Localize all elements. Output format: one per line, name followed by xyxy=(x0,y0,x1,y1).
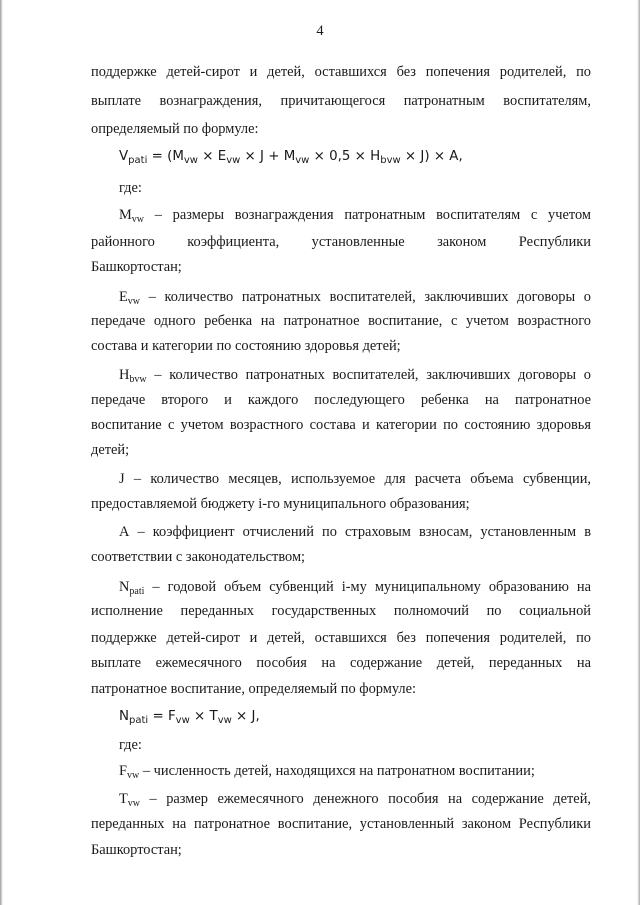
definition-text: – количество патронатных воспитателей, заключивших договоры о xyxy=(146,367,591,383)
formula-subscript: bvw xyxy=(380,155,401,166)
definition-symbol: F xyxy=(119,763,128,779)
page-number: 4 xyxy=(316,23,324,39)
formula-text: = (M xyxy=(147,149,184,164)
text-line: Башкортостан; xyxy=(91,259,182,275)
definition-t-vw xyxy=(119,790,591,808)
formula-subscript: vw xyxy=(226,155,241,166)
text-line: определяемый по формуле: xyxy=(91,121,259,137)
formula-subscript: pati xyxy=(129,715,149,726)
where-label: где: xyxy=(119,180,142,196)
text-line: Башкортостан; xyxy=(91,842,182,858)
text-line: выплате вознаграждения, причитающегося патронатным воспитателям, xyxy=(91,93,591,109)
formula-text: × J, xyxy=(231,709,260,724)
formula-subscript: pati xyxy=(128,155,148,166)
text-line: поддержке детей-сирот и детей, оставшихся без попечения родителей, по xyxy=(91,64,591,80)
text-line: переданных на патронатное воспитание, установленный законом Республики xyxy=(91,816,591,832)
definition-subscript: bvw xyxy=(129,374,147,385)
where-label: где: xyxy=(119,737,142,753)
scan-edge-left xyxy=(0,0,3,905)
formula-subscript: vw xyxy=(183,155,198,166)
definition-f-vw xyxy=(119,762,591,780)
definition-a: А – коэффициент отчислений по страховым взносам, установленным в xyxy=(119,524,591,540)
formula-text: × J + M xyxy=(240,149,296,164)
definition-m-vw xyxy=(119,206,591,224)
formula-symbol: V xyxy=(119,149,129,164)
text-line: районного коэффициента, установленные законом Республики xyxy=(91,234,591,250)
text-line: выплате ежемесячного пособия на содержание детей, переданных на xyxy=(91,655,591,671)
formula-text: × 0,5 × H xyxy=(309,149,381,164)
definition-text: – количество патронатных воспитателей, заключивших договоры о xyxy=(140,289,591,305)
formula-text: × T xyxy=(189,709,218,724)
formula-v-pati xyxy=(119,148,463,166)
definition-subscript: vw xyxy=(127,798,141,809)
definition-subscript: pati xyxy=(129,586,145,597)
formula-symbol: N xyxy=(119,709,130,724)
definition-text: – размер ежемесячного денежного пособия на содержание детей, xyxy=(140,791,591,807)
text-line: поддержке детей-сирот и детей, оставшихся без попечения родителей, по xyxy=(91,630,591,646)
formula-subscript: vw xyxy=(295,155,310,166)
formula-text: × J) × A, xyxy=(400,149,463,164)
text-line: передаче второго и каждого последующего ребенка на патронатное xyxy=(91,392,591,408)
formula-subscript: vw xyxy=(175,715,190,726)
formula-text: = F xyxy=(148,709,176,724)
text-line: передаче одного ребенка на патронатное воспитание, с учетом возрастного xyxy=(91,313,591,329)
definition-symbol: N xyxy=(119,579,130,595)
definition-subscript: vw xyxy=(131,214,145,225)
definition-text: – численность детей, находящихся на патронатном воспитании; xyxy=(139,763,535,779)
definition-e-vw xyxy=(119,288,591,306)
definition-symbol: H xyxy=(119,367,130,383)
text-line: детей; xyxy=(91,442,130,458)
formula-n-pati xyxy=(119,708,260,726)
definition-symbol: M xyxy=(119,207,132,223)
definition-symbol: E xyxy=(119,289,128,305)
text-line: патронатное воспитание, определяемый по формуле: xyxy=(91,681,416,697)
definition-symbol: T xyxy=(119,791,128,807)
definition-j: J – количество месяцев, используемое для расчета объема субвенции, xyxy=(119,471,591,487)
definition-h-bvw xyxy=(119,366,591,384)
definition-n-pati xyxy=(119,578,591,596)
definition-text: – годовой объем субвенций i-му муниципальному образованию на xyxy=(144,579,591,595)
definition-text: – размеры вознаграждения патронатным воспитателям с учетом xyxy=(144,207,591,223)
text-line: состава и категории по состоянию здоровья детей; xyxy=(91,338,401,354)
definition-subscript: vw xyxy=(127,770,140,781)
text-line: предоставляемой бюджету i-го муниципального образования; xyxy=(91,496,470,512)
formula-text: × E xyxy=(197,149,227,164)
definition-subscript: vw xyxy=(127,296,141,307)
text-line: воспитание с учетом возрастного состава и категории по состоянию здоровья xyxy=(91,417,591,433)
text-line: соответствии с законодательством; xyxy=(91,549,306,565)
text-line: исполнение переданных государственных полномочий по социальной xyxy=(91,603,591,619)
formula-subscript: vw xyxy=(217,715,232,726)
